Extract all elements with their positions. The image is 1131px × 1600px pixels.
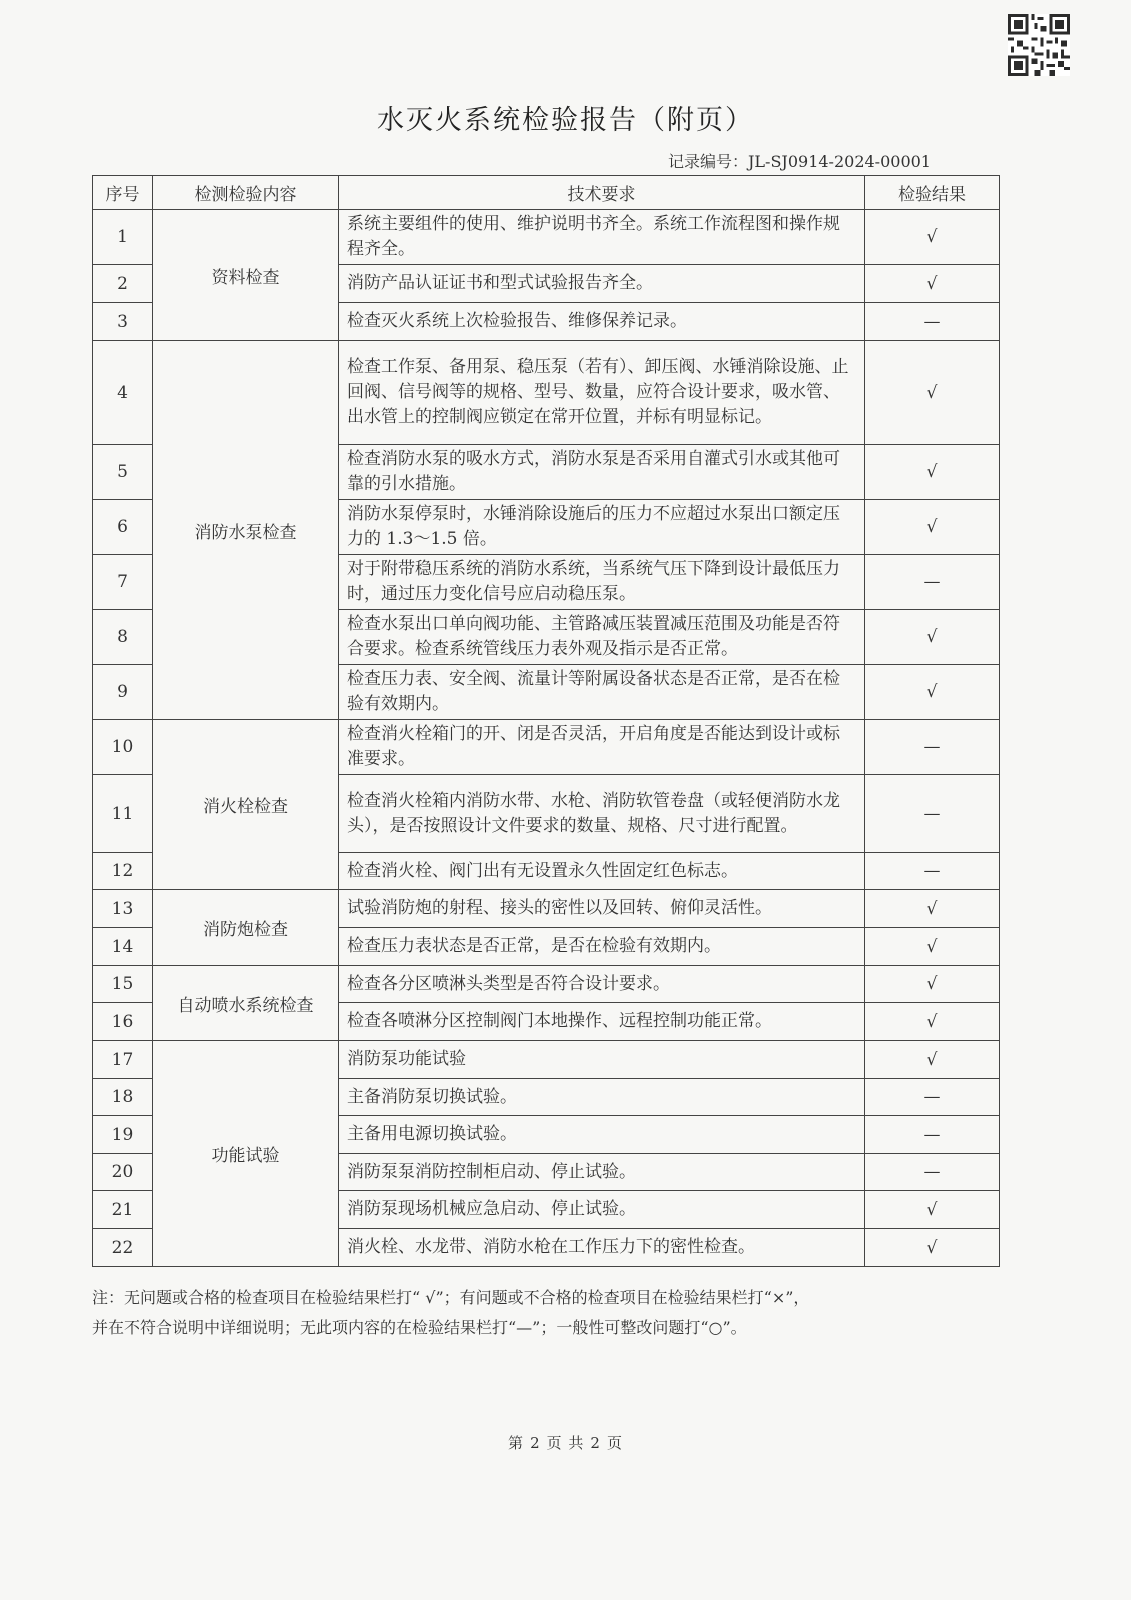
requirement-cell: 检查各喷淋分区控制阀门本地操作、远程控制功能正常。 <box>339 1003 865 1041</box>
result-cell: √ <box>865 890 1000 928</box>
row-no: 1 <box>93 210 153 265</box>
requirement-cell: 检查各分区喷淋头类型是否符合设计要求。 <box>339 966 865 1003</box>
requirement-cell: 消火栓、水龙带、消防水枪在工作压力下的密性检查。 <box>339 1229 865 1267</box>
row-no: 16 <box>93 1003 153 1041</box>
table-row <box>93 1041 1000 1079</box>
row-no: 3 <box>93 303 153 341</box>
requirement-cell: 试验消防炮的射程、接头的密性以及回转、俯仰灵活性。 <box>339 890 865 928</box>
result-cell: — <box>865 853 1000 890</box>
footer-mid: 页 共 <box>546 1434 585 1452</box>
row-no: 10 <box>93 720 153 775</box>
requirement-cell: 检查灭火系统上次检验报告、维修保养记录。 <box>339 303 865 341</box>
page-footer <box>0 1432 1131 1453</box>
result-cell: — <box>865 555 1000 610</box>
requirement-cell: 消防泵泵消防控制柜启动、停止试验。 <box>339 1154 865 1191</box>
result-cell: √ <box>865 210 1000 265</box>
result-cell: √ <box>865 341 1000 445</box>
qr-code-icon <box>1008 14 1070 76</box>
header-requirement: 技术要求 <box>339 176 865 210</box>
row-no: 18 <box>93 1079 153 1116</box>
footer-suffix: 页 <box>606 1434 623 1452</box>
requirement-cell: 检查消火栓、阀门出有无设置永久性固定红色标志。 <box>339 853 865 890</box>
table-header-row <box>93 176 1000 210</box>
header-no: 序号 <box>93 176 153 210</box>
table-row <box>93 341 1000 445</box>
header-result: 检验结果 <box>865 176 1000 210</box>
requirement-cell: 主备用电源切换试验。 <box>339 1116 865 1154</box>
result-cell: — <box>865 1116 1000 1154</box>
result-cell: √ <box>865 966 1000 1003</box>
row-no: 5 <box>93 445 153 500</box>
requirement-cell: 检查压力表状态是否正常，是否在检验有效期内。 <box>339 928 865 966</box>
table-row <box>93 890 1000 928</box>
category-cell: 功能试验 <box>153 1041 339 1267</box>
row-no: 6 <box>93 500 153 555</box>
result-cell: — <box>865 1079 1000 1116</box>
row-no: 4 <box>93 341 153 445</box>
current-page-number: 2 <box>530 1434 541 1452</box>
result-cell: √ <box>865 1191 1000 1229</box>
row-no: 9 <box>93 665 153 720</box>
requirement-cell: 检查水泵出口单向阀功能、主管路减压装置减压范围及功能是否符合要求。检查系统管线压力表外观及指示是否正常。 <box>339 610 865 665</box>
row-no: 12 <box>93 853 153 890</box>
row-no: 2 <box>93 265 153 303</box>
total-page-number: 2 <box>590 1434 601 1452</box>
result-cell: — <box>865 303 1000 341</box>
result-cell: √ <box>865 928 1000 966</box>
requirement-cell: 消防泵功能试验 <box>339 1041 865 1079</box>
result-cell: √ <box>865 445 1000 500</box>
header-content: 检测检验内容 <box>153 176 339 210</box>
requirement-cell: 系统主要组件的使用、维护说明书齐全。系统工作流程图和操作规程齐全。 <box>339 210 865 265</box>
footnote-line-1: 注：无问题或合格的检查项目在检验结果栏打“ √”；有问题或不合格的检查项目在检验结果栏打“×”， <box>92 1288 810 1307</box>
requirement-cell: 检查工作泵、备用泵、稳压泵（若有）、卸压阀、水锤消除设施、止回阀、信号阀等的规格、型号、数量，应符合设计要求，吸水管、出水管上的控制阀应锁定在常开位置，并标有明显标记。 <box>339 341 865 445</box>
row-no: 7 <box>93 555 153 610</box>
result-cell: √ <box>865 610 1000 665</box>
requirement-cell: 消防产品认证证书和型式试验报告齐全。 <box>339 265 865 303</box>
row-no: 17 <box>93 1041 153 1079</box>
result-cell: — <box>865 1154 1000 1191</box>
result-cell: — <box>865 720 1000 775</box>
row-no: 21 <box>93 1191 153 1229</box>
requirement-cell: 消防水泵停泵时，水锤消除设施后的压力不应超过水泵出口额定压力的 1.3～1.5 倍。 <box>339 500 865 555</box>
row-no: 11 <box>93 775 153 853</box>
result-cell: — <box>865 775 1000 853</box>
row-no: 22 <box>93 1229 153 1267</box>
category-cell: 资料检查 <box>153 210 339 341</box>
footnote-line-2: 并在不符合说明中详细说明；无此项内容的在检验结果栏打“—”；一般性可整改问题打“○”。 <box>92 1318 747 1337</box>
requirement-cell: 检查压力表、安全阀、流量计等附属设备状态是否正常，是否在检验有效期内。 <box>339 665 865 720</box>
category-cell: 消防水泵检查 <box>153 341 339 720</box>
row-no: 20 <box>93 1154 153 1191</box>
table-row <box>93 720 1000 775</box>
footnote <box>92 1283 1002 1343</box>
row-no: 19 <box>93 1116 153 1154</box>
requirement-cell: 检查消防水泵的吸水方式，消防水泵是否采用自灌式引水或其他可靠的引水措施。 <box>339 445 865 500</box>
table-row <box>93 210 1000 265</box>
category-cell: 自动喷水系统检查 <box>153 966 339 1041</box>
requirement-cell: 对于附带稳压系统的消防水系统，当系统气压下降到设计最低压力时，通过压力变化信号应启动稳压泵。 <box>339 555 865 610</box>
row-no: 13 <box>93 890 153 928</box>
inspection-table <box>92 175 1000 1267</box>
footer-prefix: 第 <box>508 1434 525 1452</box>
category-cell: 消火栓检查 <box>153 720 339 890</box>
requirement-cell: 消防泵现场机械应急启动、停止试验。 <box>339 1191 865 1229</box>
table-row <box>93 966 1000 1003</box>
result-cell: √ <box>865 665 1000 720</box>
category-cell: 消防炮检查 <box>153 890 339 966</box>
requirement-cell: 检查消火栓箱门的开、闭是否灵活，开启角度是否能达到设计或标准要求。 <box>339 720 865 775</box>
row-no: 8 <box>93 610 153 665</box>
requirement-cell: 检查消火栓箱内消防水带、水枪、消防软管卷盘（或轻便消防水龙头），是否按照设计文件要求的数量、规格、尺寸进行配置。 <box>339 775 865 853</box>
result-cell: √ <box>865 500 1000 555</box>
result-cell: √ <box>865 1003 1000 1041</box>
result-cell: √ <box>865 265 1000 303</box>
result-cell: √ <box>865 1229 1000 1267</box>
report-title: 水灭火系统检验报告（附页） <box>377 105 754 136</box>
result-cell: √ <box>865 1041 1000 1079</box>
row-no: 15 <box>93 966 153 1003</box>
record-number: 记录编号：JL-SJ0914-2024-00001 <box>668 152 931 171</box>
row-no: 14 <box>93 928 153 966</box>
requirement-cell: 主备消防泵切换试验。 <box>339 1079 865 1116</box>
